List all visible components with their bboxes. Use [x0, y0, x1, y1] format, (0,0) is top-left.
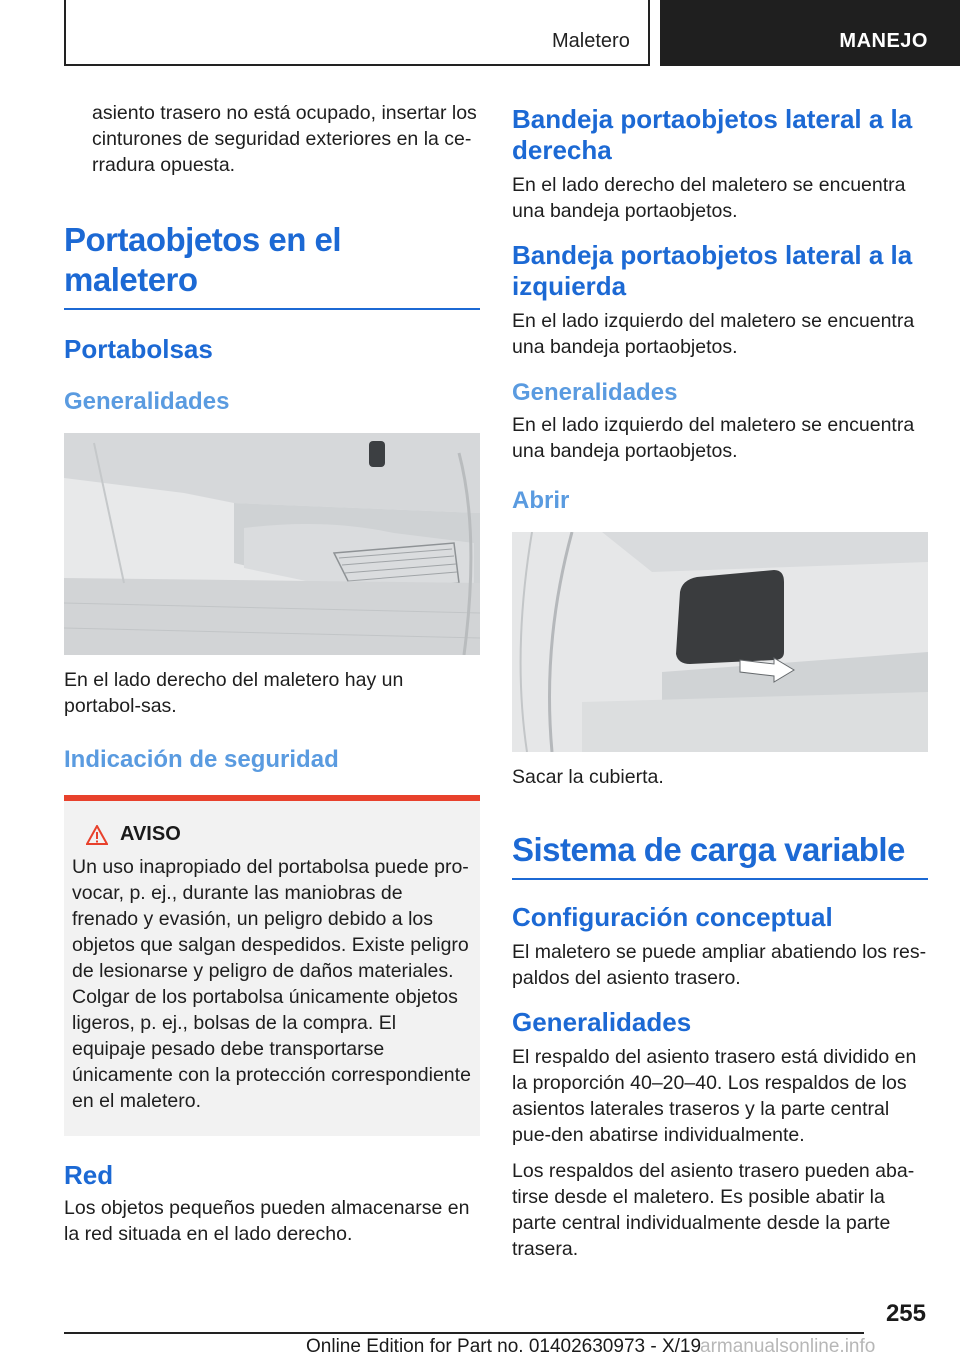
intro-paragraph: asiento trasero no está ocupado, insertar los cinturones de seguridad exteriores en la ce-rradura opuesta. [92, 102, 477, 176]
warning-triangle-icon [86, 825, 108, 845]
warning-title-row [72, 823, 472, 846]
footer-rule [64, 1332, 864, 1334]
heading-red: Red [64, 1160, 114, 1190]
heading-bandeja-derecha: Bandeja portaobjetos lateral a la derecha [512, 104, 913, 165]
header-section-title: Maletero [552, 30, 630, 52]
footer-edition: Online Edition for Part no. 01402630973 - X/19 [306, 1336, 702, 1357]
trunk-illustration [64, 433, 480, 655]
trunk-right-side-photo [64, 433, 480, 655]
generalidades-paragraph: En el lado izquierdo del maletero se encuentra una bandeja portaobjetos. [512, 414, 915, 462]
heading-generalidades-right: Generalidades [512, 379, 678, 406]
warning-text: Un uso inapropiado del portabolsa puede pro-vocar, p. ej., durante las maniobras de frenado y evasión, un peligro debido a los objetos que salgan despedidos. Existe peligro de lesionarse y peligro de daños materiales. Colgar de los portabolsa únicamente objetos ligeros, p. ej., bolsas de la compra. El equipaje pesado debe transportarse únicamente con la protección correspondiente en el maletero. [72, 856, 471, 1112]
photo-caption-right: Sacar la cubierta. [512, 766, 664, 788]
heading-portabolsas: Portabolsas [64, 334, 213, 364]
heading-indicacion: Indicación de seguridad [64, 746, 339, 773]
configuracion-paragraph: El maletero se puede ampliar abatiendo los res-paldos del asiento trasero. [512, 941, 927, 989]
derecha-paragraph: En el lado derecho del maletero se encuentra una bandeja portaobjetos. [512, 174, 906, 222]
header-rule [64, 64, 650, 66]
header-chapter-tab [660, 0, 960, 66]
tray-illustration [512, 532, 928, 752]
photo-caption-left: En el lado derecho del maletero hay un portabol-sas. [64, 669, 404, 717]
right-column [512, 104, 928, 1262]
header-divider [648, 0, 650, 66]
footer-brand: armanualsonline.info [700, 1336, 876, 1357]
header-chapter-label: MANEJO [839, 30, 928, 52]
heading-configuracion: Configuración conceptual [512, 902, 833, 932]
izquierda-paragraph: En el lado izquierdo del maletero se encuentra una bandeja portaobjetos. [512, 310, 915, 358]
page-number: 255 [885, 1300, 926, 1327]
generalidades-paragraph-1: El respaldo del asiento trasero está dividido en la proporción 40–20–40. Los respaldos de los asientos laterales traseros y la parte central pue-den abatirse individualmente. [512, 1046, 917, 1146]
heading-generalidades-right-2: Generalidades [512, 1007, 692, 1037]
red-paragraph: Los objetos pequeños pueden almacenarse en la red situada en el lado derecho. [64, 1197, 470, 1245]
trunk-left-tray-photo [512, 532, 928, 752]
left-column [64, 100, 480, 1247]
heading-sistema-carga: Sistema de carga variable [512, 830, 928, 880]
warning-box [64, 795, 480, 1136]
header-left-line [64, 0, 66, 66]
heading-abrir: Abrir [512, 487, 570, 514]
warning-title: AVISO [120, 823, 181, 845]
heading-portaobjetos: Portaobjetos en el maletero [64, 220, 480, 310]
heading-bandeja-izquierda: Bandeja portaobjetos lateral a la izquierda [512, 240, 913, 301]
generalidades-paragraph-2: Los respaldos del asiento trasero pueden aba-tirse desde el maletero. Es posible abatir la parte central individualmente desde la parte trasera. [512, 1160, 915, 1260]
heading-generalidades-left: Generalidades [64, 388, 230, 415]
